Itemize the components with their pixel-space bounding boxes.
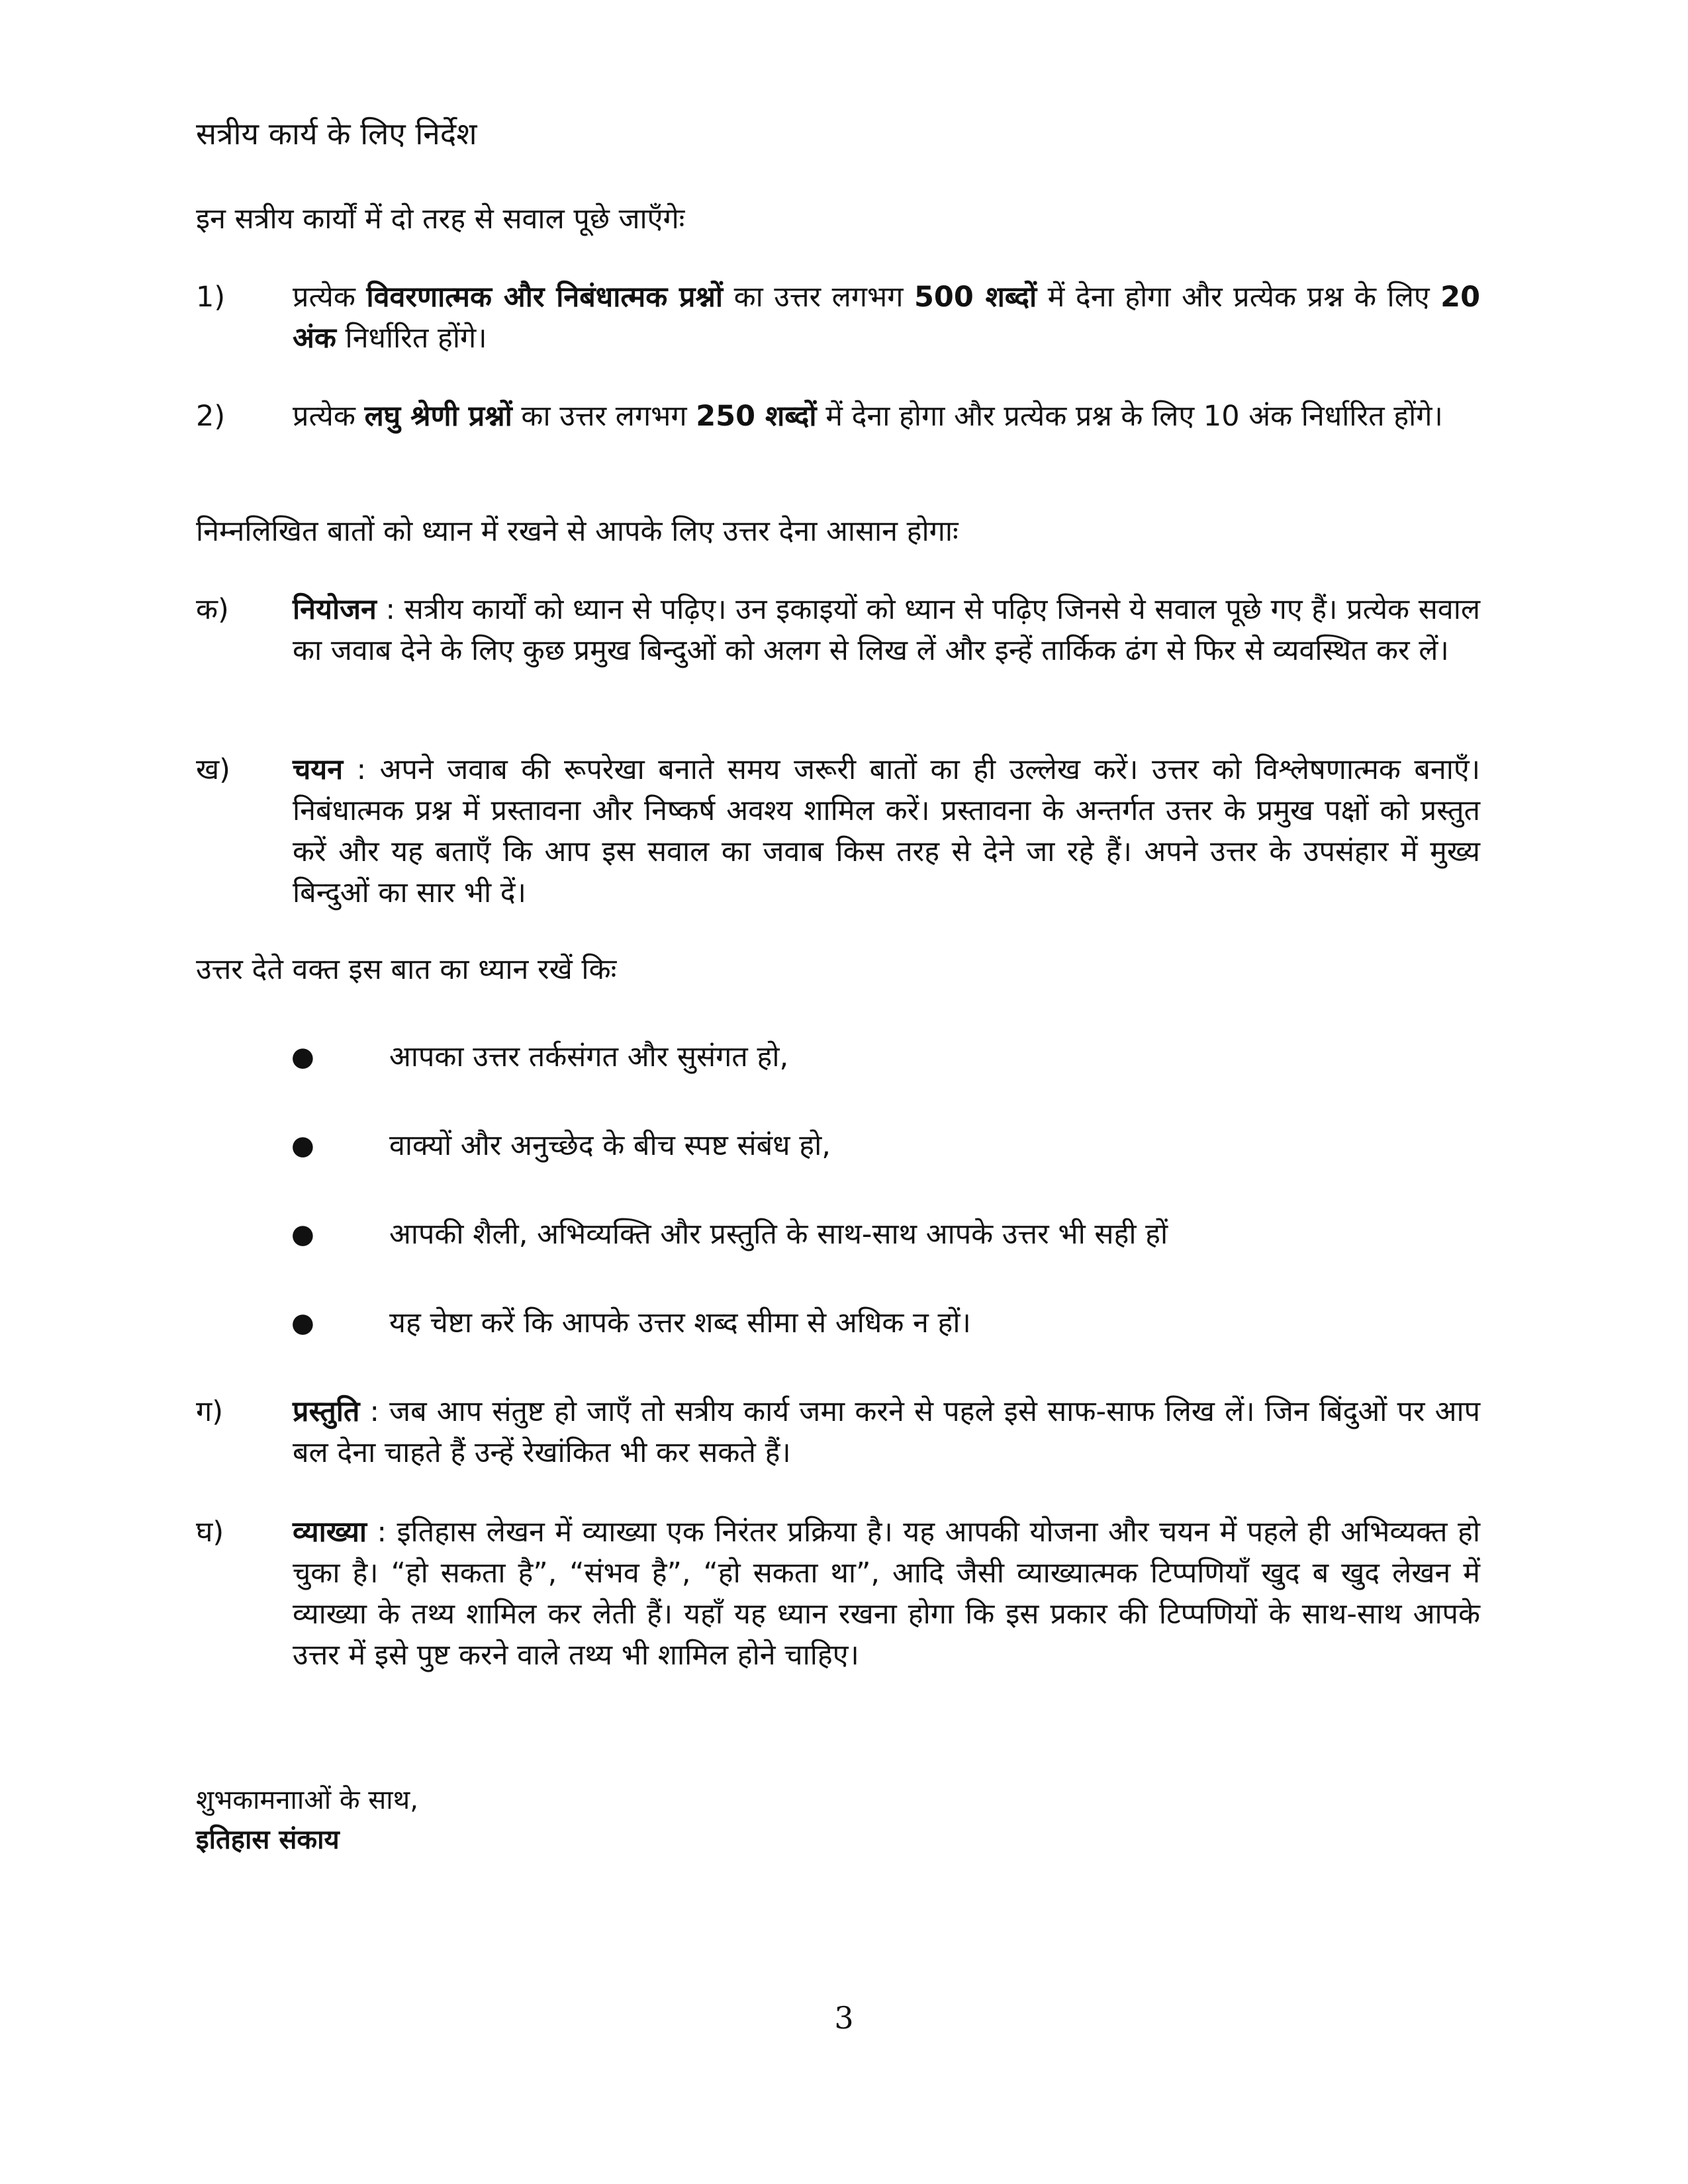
- bullet-text: आपकी शैली, अभिव्यक्ति और प्रस्तुति के साथ-साथ आपके उत्तर भी सही हों: [389, 1218, 1168, 1251]
- item-marker: ग): [196, 1395, 223, 1428]
- item-text: प्रस्तुति : जब आप संतुष्ट हो जाएँ तो सत्रीय कार्य जमा करने से पहले इसे साफ-साफ लिख लें। जिन बिंदुओं पर आप बल देना चाहते हैं उन्हें रेखांकित भी कर सकते हैं।: [293, 1395, 1480, 1469]
- signature: इतिहास संकाय: [196, 1825, 340, 1855]
- item-marker: 1): [196, 281, 226, 314]
- item-marker: 2): [196, 400, 226, 433]
- item-text: व्याख्या : इतिहास लेखन में व्याख्या एक निरंतर प्रक्रिया है। यह आपकी योजना और चयन में पहले ही अभिव्यक्त हो चुका है। “हो सकता है”, “संभव है”, “हो सकता था”, आदि जैसी व्याख्यात्मक टिप्पणियाँ खुद ब खुद लेखन में व्याख्या के तथ्य शामिल कर लेती हैं। यहाँ यह ध्यान रखना होगा कि इस प्रकार की टिप्पणियों के साथ-साथ आपके उत्तर में इसे पुष्ट करने वाले तथ्य भी शामिल होने चाहिए।: [293, 1516, 1480, 1672]
- bullet-item: [291, 1302, 1483, 1343]
- list-item-tip-planning: [196, 589, 1480, 671]
- bullet-text: वाक्यों और अनुच्छेद के बीच स्पष्ट संबंध हो,: [389, 1129, 831, 1162]
- bullet-icon: ●: [291, 1130, 314, 1161]
- bullet-item: [291, 1036, 1483, 1077]
- list-item-question-type-2: [196, 396, 1480, 437]
- item-marker: ख): [196, 753, 230, 786]
- item-marker: क): [196, 593, 229, 626]
- page-title: सत्रीय कार्य के लिए निर्देश: [196, 116, 477, 152]
- bullet-item: [291, 1214, 1483, 1255]
- item-text: नियोजन : सत्रीय कार्यों को ध्यान से पढ़िए। उन इकाइयों को ध्यान से पढ़िए जिनसे ये सवाल पूछे गए हैं। प्रत्येक सवाल का जवाब देने के लिए कुछ प्रमुख बिन्दुओं को अलग से लिख लें और इन्हें तार्किक ढंग से फिर से व्यवस्थित कर लें।: [293, 593, 1480, 667]
- keep-in-mind-text: उत्तर देते वक्त इस बात का ध्यान रखें किः: [196, 953, 617, 986]
- item-text: चयन : अपने जवाब की रूपरेखा बनाते समय जरूरी बातों का ही उल्लेख करें। उत्तर को विश्लेषणात्मक बनाएँ। निबंधात्मक प्रश्न में प्रस्तावना और निष्कर्ष अवश्य शामिल करें। प्रस्तावना के अन्तर्गत उत्तर के प्रमुख पक्षों को प्रस्तुत करें और यह बताएँ कि आप इस सवाल का जवाब किस तरह से देने जा रहे हैं। अपने उत्तर के उपसंहार में मुख्य बिन्दुओं का सार भी दें।: [293, 753, 1480, 909]
- item-text: प्रत्येक विवरणात्मक और निबंधात्मक प्रश्नों का उत्तर लगभग 500 शब्दों में देना होगा और प्रत्येक प्रश्न के लिए 20 अंक निर्धारित होंगे।: [293, 281, 1480, 355]
- bullet-icon: ●: [291, 1308, 314, 1338]
- list-item-tip-interpretation: [196, 1512, 1480, 1676]
- intro-text: इन सत्रीय कार्यों में दो तरह से सवाल पूछे जाएँगेः: [196, 203, 685, 236]
- list-item-tip-selection: [196, 749, 1480, 913]
- list-item-tip-presentation: [196, 1391, 1480, 1473]
- bullet-icon: ●: [291, 1042, 314, 1072]
- closing-text: शुभकामनााओं के साथ,: [196, 1785, 418, 1815]
- bullet-text: यह चेष्टा करें कि आपके उत्तर शब्द सीमा से अधिक न हों।: [389, 1306, 971, 1340]
- list-item-question-type-1: [196, 277, 1480, 359]
- bullet-icon: ●: [291, 1219, 314, 1250]
- page-number: 3: [834, 2000, 854, 2036]
- tips-intro-text: निम्नलिखित बातों को ध्यान में रखने से आपके लिए उत्तर देना आसान होगाः: [196, 515, 959, 548]
- bullet-text: आपका उत्तर तर्कसंगत और सुसंगत हो,: [389, 1040, 789, 1073]
- item-marker: घ): [196, 1516, 224, 1549]
- item-text: प्रत्येक लघु श्रेणी प्रश्नों का उत्तर लगभग 250 शब्दों में देना होगा और प्रत्येक प्रश्न के लिए 10 अंक निर्धारित होंगे।: [293, 400, 1443, 433]
- bullet-item: [291, 1125, 1483, 1166]
